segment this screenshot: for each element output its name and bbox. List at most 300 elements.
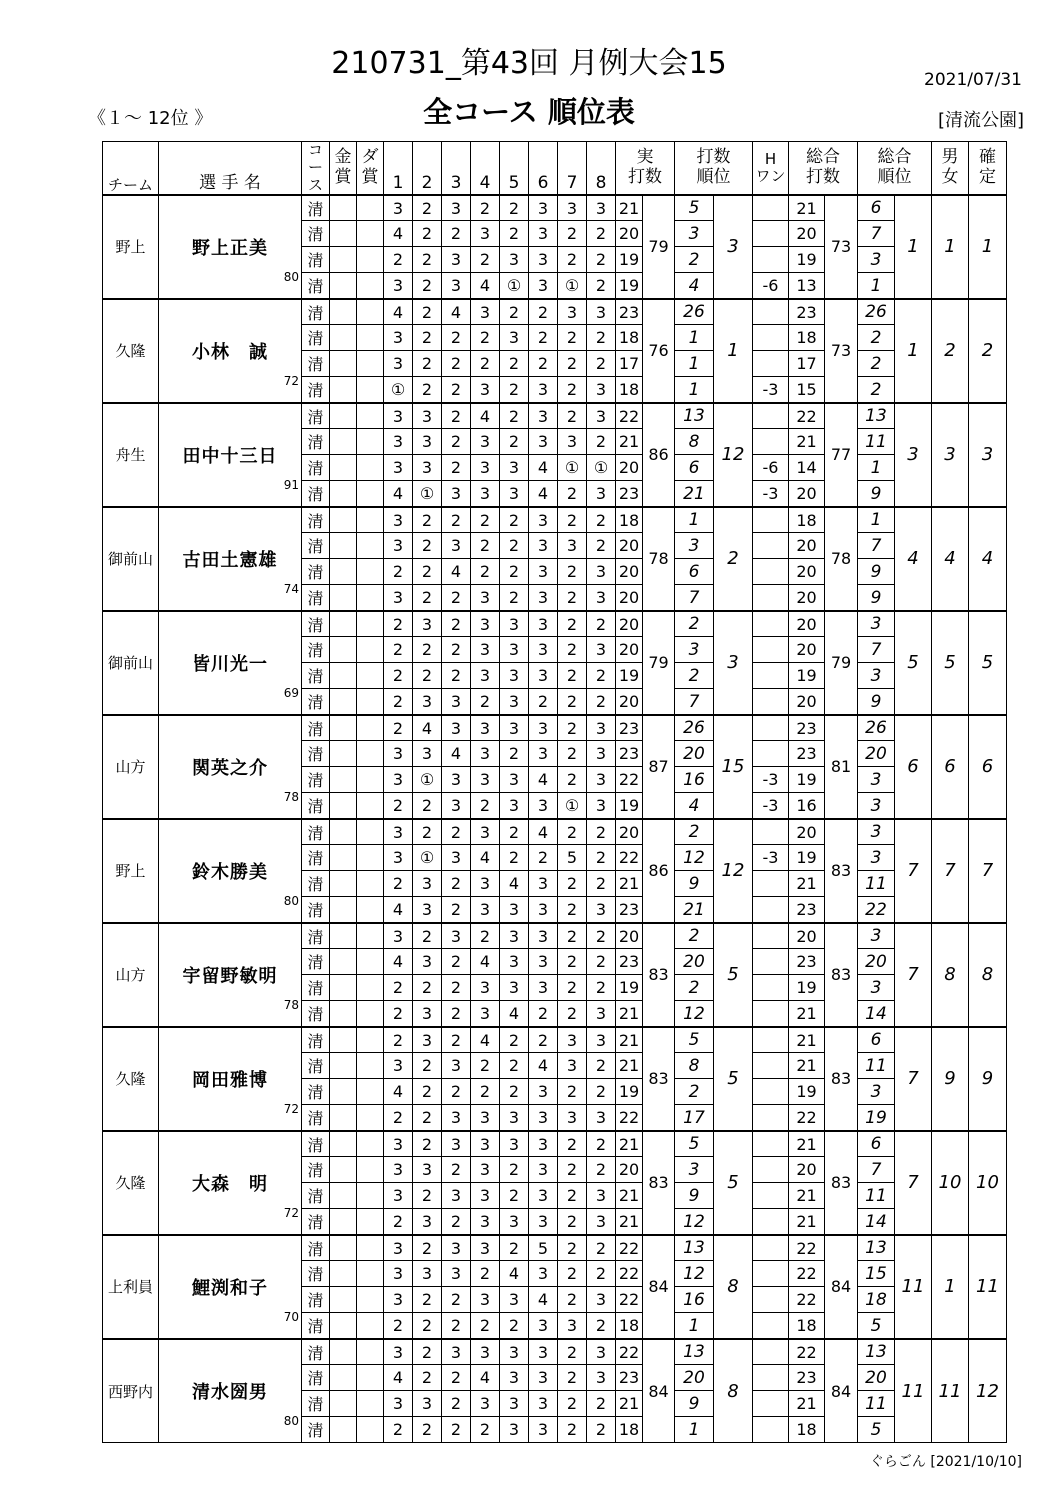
hole-score-cell: 4 (500, 1001, 529, 1027)
hole-score-cell: 3 (529, 949, 558, 975)
da-prize-cell (357, 1105, 384, 1131)
hole-score-cell: 3 (384, 923, 413, 949)
hole-score-cell: 2 (558, 1157, 587, 1183)
da-prize-cell (357, 1339, 384, 1365)
round-sum-cell: 22 (616, 1287, 643, 1313)
course-cell: 清 (302, 195, 330, 221)
hole-score-cell: 2 (587, 923, 616, 949)
venue-label: [清流公園] (937, 110, 1024, 131)
gold-prize-cell (330, 845, 357, 871)
gold-prize-cell (330, 611, 357, 637)
hole-score-cell: 2 (413, 1079, 442, 1105)
hole-score-cell: 3 (529, 1157, 558, 1183)
hole-score-cell: 2 (558, 559, 587, 585)
hole-score-cell: 3 (500, 975, 529, 1001)
table-row (103, 1131, 1046, 1157)
strokes-rank-cell: 5 (714, 923, 753, 1027)
round-total-rank-cell: 13 (858, 1235, 895, 1261)
hole-in-one-cell (753, 663, 789, 689)
hole-score-cell: 4 (442, 559, 471, 585)
col-h-one: H ワン (753, 142, 789, 195)
gold-prize-cell (330, 403, 357, 429)
round-total-rank-cell: 3 (858, 247, 895, 273)
hole-score-cell: 2 (413, 247, 442, 273)
hole-score-cell: 3 (529, 273, 558, 299)
round-sum-cell: 20 (616, 637, 643, 663)
round-total-rank-cell: 26 (858, 299, 895, 325)
confirmed-rank-cell: 4 (969, 507, 1007, 611)
gold-prize-cell (330, 1261, 357, 1287)
gender-rank-cell: 6 (932, 715, 969, 819)
round-sum-cell: 22 (616, 845, 643, 871)
hole-score-cell: 3 (442, 481, 471, 507)
round-total-rank-cell: 3 (858, 819, 895, 845)
round-rank-cell: 5 (675, 195, 714, 221)
da-prize-cell (357, 1235, 384, 1261)
hole-score-cell: 4 (384, 1079, 413, 1105)
hole-score-cell: 3 (587, 403, 616, 429)
hole-score-cell: 3 (471, 819, 500, 845)
player-name-cell (159, 1235, 302, 1339)
hole-score-cell: 2 (471, 533, 500, 559)
hole-score-cell: 2 (558, 949, 587, 975)
hole-score-cell: 3 (471, 611, 500, 637)
hole-score-cell: 2 (413, 325, 442, 351)
hole-score-cell: ① (558, 793, 587, 819)
course-cell: 清 (302, 637, 330, 663)
course-cell: 清 (302, 481, 330, 507)
hole-score-cell: 4 (442, 741, 471, 767)
hole-score-cell: 3 (471, 1209, 500, 1235)
round-rank-cell: 12 (675, 1001, 714, 1027)
hole-score-cell: 2 (442, 377, 471, 403)
hole-in-one-cell (753, 1157, 789, 1183)
player-name-cell (159, 299, 302, 403)
hole-score-cell: 3 (529, 715, 558, 741)
hole-score-cell: ① (413, 481, 442, 507)
player-name: 鈴木勝美 (192, 861, 268, 883)
hole-score-cell: 2 (384, 1027, 413, 1053)
hole-score-cell: 2 (471, 325, 500, 351)
confirmed-rank-cell: 5 (969, 611, 1007, 715)
round-rank-cell: 26 (675, 299, 714, 325)
hole-score-cell: 2 (500, 507, 529, 533)
hole-score-cell: 3 (384, 1053, 413, 1079)
round-rank-cell: 9 (675, 1183, 714, 1209)
round-total-cell: 20 (789, 923, 825, 949)
hole-score-cell: 3 (500, 1417, 529, 1443)
hole-score-cell: 2 (558, 1209, 587, 1235)
round-total-cell: 23 (789, 741, 825, 767)
strokes-rank-cell: 15 (714, 715, 753, 819)
hole-score-cell: 3 (384, 403, 413, 429)
confirmed-rank-cell: 8 (969, 923, 1007, 1027)
round-total-cell: 19 (789, 975, 825, 1001)
round-total-cell: 13 (789, 273, 825, 299)
gold-prize-cell (330, 1105, 357, 1131)
hole-score-cell: 4 (471, 1365, 500, 1391)
hole-score-cell: 3 (384, 1157, 413, 1183)
da-prize-cell (357, 1261, 384, 1287)
hole-score-cell: 2 (471, 1417, 500, 1443)
round-total-rank-cell: 6 (858, 1027, 895, 1053)
round-sum-cell: 22 (616, 1105, 643, 1131)
table-row (103, 611, 1046, 637)
hole-score-cell: 2 (529, 325, 558, 351)
hole-score-cell: 2 (384, 1001, 413, 1027)
hole-score-cell: 3 (529, 247, 558, 273)
gold-prize-cell (330, 1365, 357, 1391)
hole-score-cell: 3 (413, 1209, 442, 1235)
rank-range: 《１～ 12位 》 (88, 108, 213, 129)
hole-in-one-cell: -3 (753, 793, 789, 819)
hole-score-cell: 3 (500, 1339, 529, 1365)
hole-in-one-cell (753, 897, 789, 923)
hole-score-cell: 2 (558, 325, 587, 351)
player-name: 小林 誠 (192, 341, 268, 363)
hole-score-cell: 3 (384, 325, 413, 351)
round-total-rank-cell: 3 (858, 793, 895, 819)
gold-prize-cell (330, 455, 357, 481)
gender-rank-cell: 10 (932, 1131, 969, 1235)
hole-score-cell: 3 (442, 1235, 471, 1261)
total-rank-cell: 11 (895, 1235, 932, 1339)
hole-score-cell: 3 (442, 845, 471, 871)
hole-score-cell: 3 (587, 195, 616, 221)
course-cell: 清 (302, 793, 330, 819)
hole-score-cell: 2 (413, 663, 442, 689)
round-sum-cell: 18 (616, 325, 643, 351)
hole-score-cell: 3 (384, 351, 413, 377)
round-rank-cell: 13 (675, 1339, 714, 1365)
round-total-rank-cell: 6 (858, 195, 895, 221)
round-sum-cell: 20 (616, 1157, 643, 1183)
da-prize-cell (357, 585, 384, 611)
gold-prize-cell (330, 195, 357, 221)
round-sum-cell: 22 (616, 1339, 643, 1365)
gold-prize-cell (330, 1079, 357, 1105)
round-total-cell: 22 (789, 1105, 825, 1131)
hole-score-cell: 4 (384, 897, 413, 923)
hole-score-cell: 3 (529, 507, 558, 533)
hole-score-cell: 4 (529, 455, 558, 481)
hole-score-cell: ① (413, 845, 442, 871)
gold-prize-cell (330, 689, 357, 715)
hole-score-cell: 2 (500, 377, 529, 403)
round-sum-cell: 22 (616, 1235, 643, 1261)
hole-score-cell: 3 (442, 1339, 471, 1365)
round-total-cell: 20 (789, 481, 825, 507)
hole-in-one-cell: -6 (753, 273, 789, 299)
round-total-rank-cell: 3 (858, 1079, 895, 1105)
hole-score-cell: 2 (587, 1261, 616, 1287)
page-title: 210731_第43回 月例大会15 (331, 46, 727, 81)
confirmed-rank-cell: 1 (969, 195, 1007, 299)
hole-score-cell: 2 (500, 1157, 529, 1183)
round-rank-cell: 3 (675, 1157, 714, 1183)
hole-score-cell: 2 (442, 1287, 471, 1313)
gold-prize-cell (330, 1183, 357, 1209)
hole-score-cell: 4 (384, 299, 413, 325)
hole-score-cell: 3 (442, 715, 471, 741)
page-subtitle: 全コース 順位表 (423, 95, 635, 129)
course-cell: 清 (302, 819, 330, 845)
hole-in-one-cell (753, 1027, 789, 1053)
gold-prize-cell (330, 351, 357, 377)
hole-score-cell: 2 (442, 1079, 471, 1105)
hole-score-cell: 2 (384, 637, 413, 663)
team-cell: 久隆 (103, 1027, 159, 1131)
round-sum-cell: 20 (616, 455, 643, 481)
course-cell: 清 (302, 221, 330, 247)
strokes-rank-cell: 8 (714, 1339, 753, 1443)
hole-score-cell: 3 (384, 1391, 413, 1417)
round-rank-cell: 3 (675, 221, 714, 247)
hole-score-cell: 3 (529, 897, 558, 923)
col-hole-8: 8 (587, 142, 616, 195)
hole-score-cell: 2 (471, 559, 500, 585)
course-cell: 清 (302, 1235, 330, 1261)
strokes-rank-cell: 3 (714, 195, 753, 299)
hole-score-cell: 3 (558, 299, 587, 325)
gold-prize-cell (330, 637, 357, 663)
round-sum-cell: 19 (616, 1079, 643, 1105)
gold-prize-cell (330, 1417, 357, 1443)
hole-score-cell: 3 (500, 793, 529, 819)
hole-score-cell: ① (587, 455, 616, 481)
table-row (103, 403, 1046, 429)
hole-score-cell: 3 (384, 1131, 413, 1157)
hole-score-cell: 2 (558, 741, 587, 767)
player-name-cell (159, 715, 302, 819)
round-total-rank-cell: 15 (858, 1261, 895, 1287)
course-cell: 清 (302, 1261, 330, 1287)
hole-score-cell: 2 (587, 1131, 616, 1157)
hole-score-cell: 2 (413, 923, 442, 949)
gold-prize-cell (330, 273, 357, 299)
handicap: 72 (283, 1205, 299, 1220)
round-rank-cell: 9 (675, 1391, 714, 1417)
hole-in-one-cell (753, 429, 789, 455)
round-sum-cell: 23 (616, 481, 643, 507)
hole-score-cell: 2 (558, 897, 587, 923)
round-total-rank-cell: 18 (858, 1287, 895, 1313)
hole-score-cell: 3 (587, 585, 616, 611)
hole-score-cell: 3 (471, 585, 500, 611)
round-rank-cell: 1 (675, 1313, 714, 1339)
hole-score-cell: 5 (558, 845, 587, 871)
hole-score-cell: 3 (413, 1027, 442, 1053)
hole-score-cell: 3 (413, 611, 442, 637)
round-total-cell: 19 (789, 767, 825, 793)
handicap: 80 (283, 1414, 299, 1429)
da-prize-cell (357, 845, 384, 871)
player-name-cell (159, 195, 302, 299)
hole-score-cell: 2 (384, 715, 413, 741)
course-cell: 清 (302, 299, 330, 325)
hole-score-cell: 3 (529, 871, 558, 897)
round-total-rank-cell: 1 (858, 507, 895, 533)
handicap: 80 (283, 269, 299, 284)
confirmed-rank-cell: 11 (969, 1235, 1007, 1339)
hole-score-cell: 3 (413, 1001, 442, 1027)
hole-score-cell: 2 (442, 1001, 471, 1027)
round-total-rank-cell: 7 (858, 533, 895, 559)
round-sum-cell: 21 (616, 1183, 643, 1209)
hole-score-cell: 2 (413, 1417, 442, 1443)
hole-score-cell: 3 (500, 1391, 529, 1417)
hole-score-cell: 3 (529, 1417, 558, 1443)
hole-score-cell: 2 (558, 377, 587, 403)
round-total-rank-cell: 3 (858, 663, 895, 689)
hole-score-cell: 4 (471, 273, 500, 299)
hole-score-cell: 2 (587, 325, 616, 351)
hole-score-cell: 2 (558, 247, 587, 273)
round-sum-cell: 19 (616, 793, 643, 819)
round-rank-cell: 6 (675, 559, 714, 585)
hole-score-cell: 2 (587, 975, 616, 1001)
round-total-cell: 16 (789, 793, 825, 819)
hole-score-cell: 3 (529, 1183, 558, 1209)
hole-score-cell: 3 (442, 533, 471, 559)
hole-score-cell: 2 (558, 481, 587, 507)
hole-score-cell: 3 (500, 1131, 529, 1157)
round-total-rank-cell: 3 (858, 611, 895, 637)
round-total-rank-cell: 3 (858, 845, 895, 871)
hole-score-cell: 3 (471, 1235, 500, 1261)
hole-score-cell: 4 (500, 871, 529, 897)
hole-score-cell: 3 (500, 455, 529, 481)
hole-in-one-cell (753, 1391, 789, 1417)
course-cell: 清 (302, 611, 330, 637)
hole-score-cell: 2 (558, 637, 587, 663)
hole-score-cell: 2 (529, 845, 558, 871)
hole-score-cell: 4 (529, 481, 558, 507)
round-rank-cell: 1 (675, 507, 714, 533)
player-name: 清水圀男 (192, 1382, 268, 1403)
gold-prize-cell (330, 1391, 357, 1417)
hole-in-one-cell (753, 1339, 789, 1365)
course-cell: 清 (302, 741, 330, 767)
hole-score-cell: 2 (442, 429, 471, 455)
hole-score-cell: 3 (471, 429, 500, 455)
hole-score-cell: 2 (500, 429, 529, 455)
hole-score-cell: 3 (471, 1157, 500, 1183)
total-strokes-cell: 73 (825, 195, 858, 299)
round-sum-cell: 20 (616, 923, 643, 949)
hole-score-cell: 2 (587, 845, 616, 871)
round-total-cell: 20 (789, 819, 825, 845)
hole-score-cell: 3 (587, 741, 616, 767)
round-total-cell: 21 (789, 1131, 825, 1157)
hole-score-cell: 3 (587, 897, 616, 923)
da-prize-cell (357, 949, 384, 975)
round-sum-cell: 21 (616, 429, 643, 455)
total-rank-cell: 7 (895, 923, 932, 1027)
hole-score-cell: 3 (558, 1027, 587, 1053)
da-prize-cell (357, 793, 384, 819)
strokes-rank-cell: 3 (714, 611, 753, 715)
hole-score-cell: 2 (413, 299, 442, 325)
hole-in-one-cell (753, 585, 789, 611)
hole-score-cell: 2 (413, 975, 442, 1001)
actual-strokes-cell: 86 (643, 403, 675, 507)
round-total-cell: 21 (789, 1391, 825, 1417)
hole-score-cell: 3 (413, 1261, 442, 1287)
player-name-cell (159, 1027, 302, 1131)
col-name: 選 手 名 (159, 142, 302, 195)
hole-score-cell: 3 (587, 1365, 616, 1391)
course-cell: 清 (302, 1313, 330, 1339)
total-strokes-cell: 73 (825, 299, 858, 403)
hole-score-cell: 3 (587, 1287, 616, 1313)
hole-in-one-cell: -6 (753, 455, 789, 481)
round-sum-cell: 18 (616, 1313, 643, 1339)
hole-score-cell: 2 (587, 1157, 616, 1183)
round-total-cell: 20 (789, 559, 825, 585)
round-total-cell: 18 (789, 1417, 825, 1443)
hole-score-cell: 2 (558, 1261, 587, 1287)
col-gold: 金 賞 (330, 142, 357, 195)
actual-strokes-cell: 83 (643, 1027, 675, 1131)
round-total-rank-cell: 2 (858, 377, 895, 403)
hole-score-cell: 2 (471, 1313, 500, 1339)
header-row (103, 142, 1046, 195)
hole-score-cell: 4 (384, 481, 413, 507)
hole-score-cell: 3 (471, 1391, 500, 1417)
course-cell: 清 (302, 923, 330, 949)
hole-in-one-cell: -3 (753, 377, 789, 403)
round-rank-cell: 7 (675, 585, 714, 611)
hole-score-cell: 3 (500, 689, 529, 715)
hole-score-cell: 2 (384, 247, 413, 273)
course-cell: 清 (302, 689, 330, 715)
hole-score-cell: 2 (500, 299, 529, 325)
gold-prize-cell (330, 533, 357, 559)
hole-score-cell: 2 (413, 533, 442, 559)
hole-score-cell: 2 (587, 221, 616, 247)
total-strokes-cell: 81 (825, 715, 858, 819)
hole-score-cell: 3 (500, 1287, 529, 1313)
hole-score-cell: 3 (442, 1261, 471, 1287)
round-sum-cell: 21 (616, 1027, 643, 1053)
hole-score-cell: 3 (384, 819, 413, 845)
col-gender: 男 女 (932, 142, 969, 195)
actual-strokes-cell: 78 (643, 507, 675, 611)
round-total-rank-cell: 20 (858, 949, 895, 975)
hole-in-one-cell (753, 533, 789, 559)
hole-in-one-cell (753, 741, 789, 767)
hole-score-cell: 3 (442, 767, 471, 793)
round-total-rank-cell: 7 (858, 1157, 895, 1183)
table-row (103, 715, 1046, 741)
hole-score-cell: 3 (529, 1313, 558, 1339)
col-confirmed: 確 定 (969, 142, 1007, 195)
hole-score-cell: 3 (471, 871, 500, 897)
da-prize-cell (357, 1183, 384, 1209)
hole-score-cell: 3 (500, 481, 529, 507)
handicap: 78 (283, 789, 299, 804)
player-name: 岡田雅博 (192, 1069, 268, 1091)
hole-score-cell: 2 (442, 455, 471, 481)
round-rank-cell: 2 (675, 611, 714, 637)
round-total-rank-cell: 2 (858, 325, 895, 351)
course-cell: 清 (302, 845, 330, 871)
round-rank-cell: 12 (675, 1261, 714, 1287)
round-total-rank-cell: 9 (858, 559, 895, 585)
gender-rank-cell: 7 (932, 819, 969, 923)
hole-score-cell: 2 (442, 611, 471, 637)
